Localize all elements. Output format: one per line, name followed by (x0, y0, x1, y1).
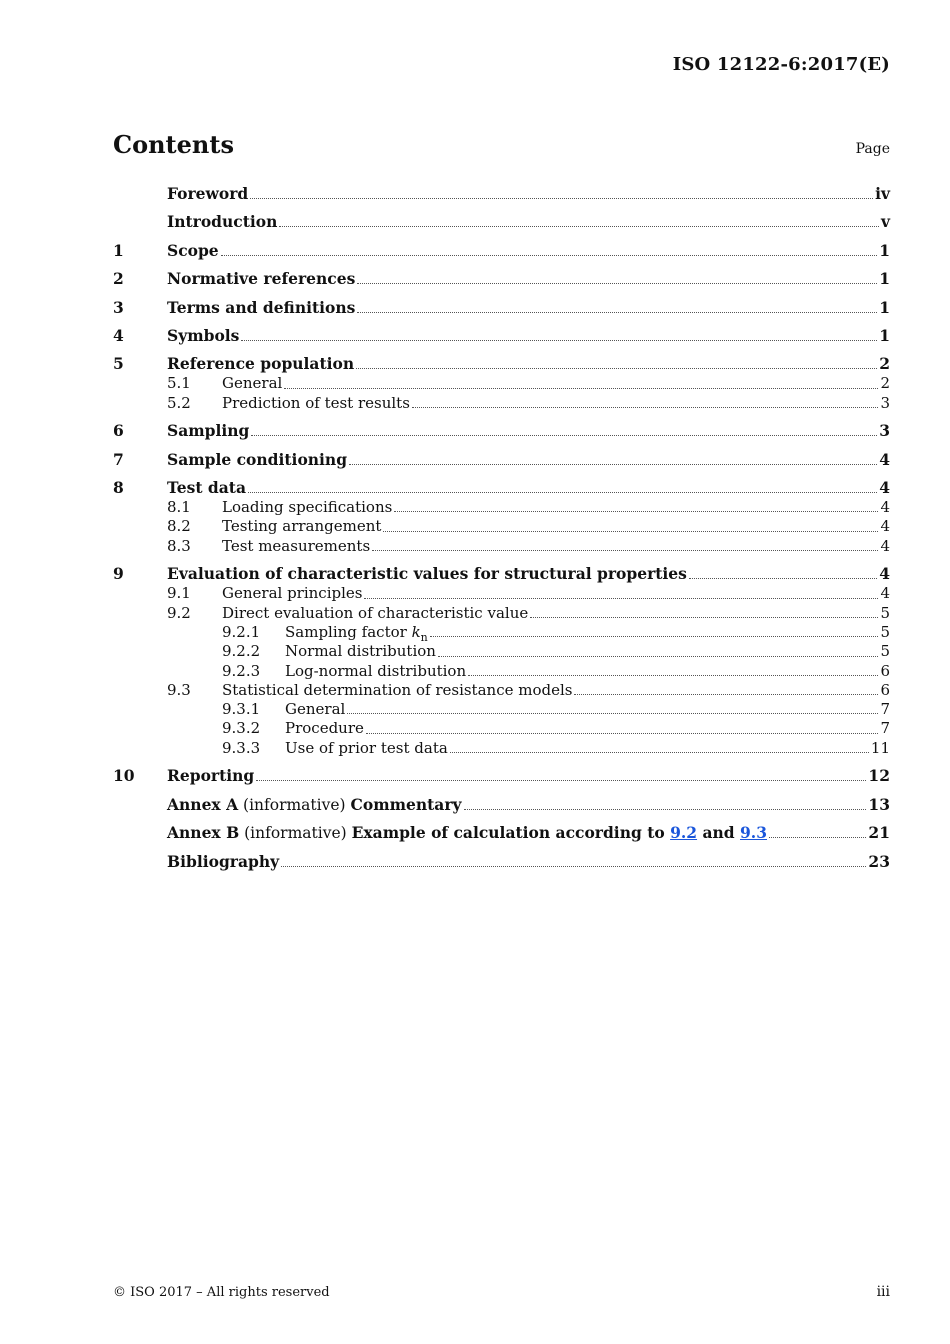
toc-entry-label (222, 681, 572, 700)
toc-entry[interactable] (113, 298, 890, 318)
entry-title: Commentary (350, 794, 462, 814)
toc-entry-page: 4 (880, 536, 890, 555)
toc-entry[interactable] (113, 564, 890, 584)
dot-leader (689, 577, 877, 579)
toc-entry[interactable] (113, 823, 890, 843)
dot-leader (394, 510, 878, 512)
link-clause-9-3[interactable]: 9.3 (740, 823, 767, 843)
dot-leader (284, 387, 878, 389)
toc-entry-page: 6 (880, 661, 890, 680)
entry-title: Test measurements (222, 536, 371, 555)
toc-entry-number: 2 (113, 269, 124, 289)
toc-entry-page: 1 (879, 325, 890, 345)
dot-leader (372, 549, 878, 551)
entry-title: Sampling (167, 421, 250, 441)
dot-leader (430, 635, 879, 637)
entry-title: General (222, 374, 283, 393)
toc-entry-label (222, 394, 410, 413)
entry-title: Use of prior test data (285, 738, 448, 757)
toc-entry-number: 5 (113, 354, 124, 374)
toc-entry-page: 5 (880, 642, 890, 661)
toc-entry-number: 5.2 (167, 393, 191, 412)
dot-leader (364, 597, 878, 599)
toc-entry[interactable] (113, 739, 890, 758)
annex-note: (informative) (239, 824, 352, 843)
dot-leader (250, 197, 873, 199)
page-number: iii (876, 1284, 890, 1300)
toc-entry-page: 11 (870, 738, 890, 757)
toc-entry-page: 1 (879, 297, 890, 317)
entry-title: Example of calculation according to (351, 823, 671, 843)
toc-entry-number: 8 (113, 478, 124, 498)
toc-entry-label (222, 374, 282, 393)
toc-entry-number: 9.2.1 (222, 622, 261, 641)
dot-leader (450, 751, 869, 753)
toc-entry[interactable] (113, 478, 890, 498)
toc-entry-page: 4 (879, 564, 890, 584)
toc-entry-label (285, 642, 436, 661)
dot-leader (221, 254, 878, 256)
dot-leader (383, 530, 878, 532)
toc-entry[interactable] (113, 584, 890, 603)
entry-title: Bibliography (167, 851, 280, 871)
copyright-notice: © ISO 2017 – All rights reserved (113, 1285, 330, 1300)
toc-entry[interactable] (113, 269, 890, 289)
symbol-k: k (411, 622, 421, 641)
toc-entry-label (285, 700, 345, 719)
toc-entry-page: 4 (880, 584, 890, 603)
toc-entry-label (285, 739, 448, 758)
toc-entry[interactable] (113, 354, 890, 374)
dot-leader (468, 674, 878, 676)
toc-entry-label (167, 564, 687, 584)
toc-entry-page: 6 (880, 680, 890, 699)
toc-entry-page: 4 (880, 498, 890, 517)
entry-title: Reporting (167, 766, 255, 786)
toc-entry[interactable] (113, 662, 890, 681)
toc-entry[interactable] (113, 184, 890, 204)
link-clause-9-2[interactable]: 9.2 (670, 823, 698, 843)
dot-leader (281, 865, 866, 867)
toc-entry[interactable] (113, 766, 890, 786)
annex-id: Annex B (167, 823, 240, 843)
entry-title: Introduction (167, 212, 278, 232)
dot-leader (349, 463, 877, 465)
dot-leader (530, 616, 878, 618)
toc-entry[interactable] (113, 700, 890, 719)
toc-entry-number: 4 (113, 325, 124, 345)
dot-leader (366, 732, 879, 734)
annex-id: Annex A (167, 794, 239, 814)
toc-entry-label (167, 269, 355, 289)
toc-entry-page: 3 (880, 393, 890, 412)
toc-entry-page: 2 (879, 354, 890, 374)
annex-note: (informative) (238, 795, 351, 814)
entry-title: General (285, 700, 346, 719)
entry-title: Normative references (167, 269, 356, 289)
dot-leader (357, 311, 877, 313)
entry-title: Sample conditioning (167, 449, 348, 469)
toc-entry-label (285, 719, 364, 738)
toc-entry-label (167, 852, 279, 872)
toc-entry-page: 7 (880, 719, 890, 738)
toc-entry-label (285, 662, 466, 681)
toc-entry-number: 8.1 (167, 498, 191, 517)
toc-entry-page: iv (875, 184, 890, 203)
toc-entry-number: 1 (113, 240, 124, 260)
toc-entry-label (222, 517, 381, 536)
entry-title: Log-normal distribution (285, 661, 467, 680)
entry-title: Procedure (285, 719, 364, 738)
entry-title: Symbols (167, 325, 240, 345)
toc-entry-number: 9 (113, 564, 124, 584)
toc-entry[interactable] (113, 374, 890, 393)
toc-entry[interactable] (113, 394, 890, 413)
dot-leader (356, 367, 877, 369)
toc-entry-number: 9.2 (167, 603, 191, 622)
toc-entry-page: 4 (880, 517, 890, 536)
toc-entry-number: 9.3.1 (222, 700, 261, 719)
toc-entry-page: 1 (879, 269, 890, 289)
toc-entry[interactable] (113, 450, 890, 470)
entry-title: Scope (167, 240, 219, 260)
toc-entry-number: 8.2 (167, 517, 191, 536)
entry-title: General principles (222, 584, 363, 603)
toc-entry-number: 10 (113, 766, 135, 786)
entry-title: Evaluation of characteristic values for structural properties (167, 564, 687, 584)
dot-leader (347, 712, 878, 714)
toc-entry[interactable] (113, 795, 890, 815)
entry-title: Terms and definitions (167, 297, 356, 317)
toc-entry-page: 3 (879, 421, 890, 441)
entry-title: Loading specifications (222, 498, 393, 517)
toc-entry-label (167, 298, 355, 318)
entry-title: Foreword (167, 184, 249, 203)
toc-entry-page: 7 (880, 700, 890, 719)
toc-entry[interactable] (113, 852, 890, 872)
toc-entry[interactable] (113, 517, 890, 536)
entry-title: Test data (167, 478, 246, 498)
dot-leader (412, 406, 879, 408)
toc-entry-label (167, 184, 248, 204)
page-column-label: Page (855, 141, 890, 157)
entry-title: Prediction of test results (222, 393, 410, 412)
toc-entry-page: 21 (868, 823, 890, 843)
toc-entry-page: 5 (880, 603, 890, 622)
toc-entry-label (222, 604, 528, 623)
toc-entry[interactable] (113, 604, 890, 623)
document-code: ISO 12122-6:2017(E) (672, 54, 890, 75)
toc-entry[interactable] (113, 623, 890, 642)
toc-entry-label (167, 421, 249, 441)
toc-entry[interactable] (113, 421, 890, 441)
toc-entry-number: 7 (113, 449, 124, 469)
toc-entry-label (167, 823, 767, 843)
dot-leader (256, 779, 866, 781)
toc-entry-label (222, 498, 392, 517)
dot-leader (248, 491, 877, 493)
dot-leader (241, 339, 877, 341)
toc-entry-page: 1 (879, 240, 890, 260)
toc-entry-page: v (880, 212, 890, 232)
page-title: Contents (113, 130, 234, 159)
toc-entry[interactable] (113, 241, 890, 261)
link-separator: and (697, 823, 741, 843)
dot-leader (464, 808, 867, 810)
toc-entry-page: 4 (879, 449, 890, 469)
dot-leader (574, 693, 878, 695)
toc-entry[interactable] (113, 498, 890, 517)
entry-title: Statistical determination of resistance models (222, 680, 573, 699)
toc-entry-number: 6 (113, 421, 124, 441)
entry-title: Testing arrangement (222, 517, 382, 536)
toc-entry-number: 9.3.2 (222, 719, 261, 738)
toc-entry-number: 9.1 (167, 584, 191, 603)
contents-header (113, 130, 890, 166)
toc-entry-label (167, 478, 246, 498)
toc-entry[interactable] (113, 681, 890, 700)
toc-entry[interactable] (113, 537, 890, 556)
toc-entry[interactable] (113, 719, 890, 738)
dot-leader (769, 836, 866, 838)
toc-entry-page: 5 (880, 622, 890, 641)
toc-entry-label (167, 241, 219, 261)
toc-entry-label (167, 450, 347, 470)
dot-leader (357, 282, 877, 284)
toc-entry[interactable] (113, 642, 890, 661)
toc-entry-label (222, 584, 362, 603)
toc-entry-page: 2 (880, 374, 890, 393)
toc-entry[interactable] (113, 212, 890, 232)
toc-entry-label (167, 766, 254, 786)
toc-entry-number: 9.3 (167, 680, 191, 699)
toc-entry-page: 13 (868, 794, 890, 814)
toc-entry-number: 9.3.3 (222, 738, 261, 757)
toc-entry-page: 23 (868, 851, 890, 871)
toc-entry-number: 9.2.2 (222, 642, 261, 661)
entry-title: Sampling factor (285, 622, 412, 641)
toc-entry-label (167, 795, 462, 815)
toc-entry-label (167, 326, 239, 346)
toc-entry-number: 3 (113, 297, 124, 317)
dot-leader (251, 434, 877, 436)
toc-entry-label (222, 537, 370, 556)
entry-title: Direct evaluation of characteristic value (222, 603, 529, 622)
toc-entry-label (167, 212, 277, 232)
toc-entry[interactable] (113, 326, 890, 346)
toc-entry-number: 5.1 (167, 374, 191, 393)
symbol-subscript: n (420, 630, 428, 644)
table-of-contents (113, 184, 890, 872)
toc-entry-page: 12 (868, 766, 890, 786)
toc-entry-number: 9.2.3 (222, 661, 261, 680)
dot-leader (279, 225, 879, 227)
entry-title: Reference population (167, 354, 355, 374)
toc-entry-page: 4 (879, 478, 890, 498)
entry-title: Normal distribution (285, 642, 436, 661)
toc-entry-label (167, 354, 354, 374)
dot-leader (438, 655, 879, 657)
toc-entry-number: 8.3 (167, 536, 191, 555)
